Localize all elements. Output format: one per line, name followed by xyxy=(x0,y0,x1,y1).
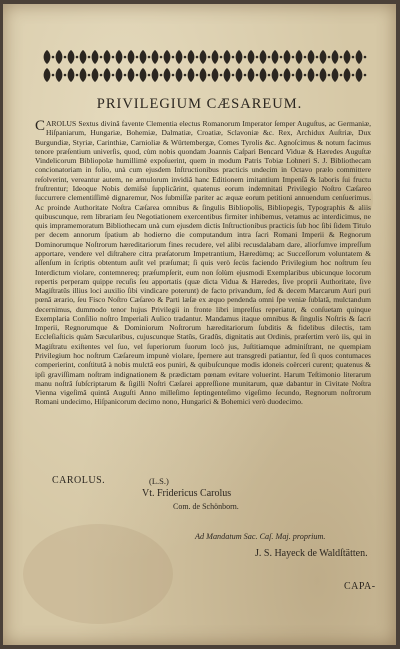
fleuron-icon xyxy=(128,68,135,82)
ornament-dot xyxy=(304,74,307,77)
fleuron-icon xyxy=(224,68,231,82)
ornament-dot xyxy=(352,74,355,77)
ornament-dot xyxy=(232,74,235,77)
fleuron-icon xyxy=(236,68,243,82)
fleuron-icon xyxy=(116,50,123,64)
fleuron-icon xyxy=(68,68,75,82)
fleuron-icon xyxy=(296,68,303,82)
fleuron-icon xyxy=(284,68,291,82)
ornament-dot xyxy=(196,74,199,77)
fleuron-icon xyxy=(80,50,87,64)
fleuron-icon xyxy=(188,50,195,64)
fleuron-icon xyxy=(212,50,219,64)
privilege-body: AROLUS Sextus divinâ favente Clementia electus Romanorum Imperator ſemper Auguſtus, ac Germaniæ, Hiſpaniarum, Hungariæ, Bohemiæ, Dalmatiæ, Croatiæ, Sclavoniæ &c. Rex, Archidux Auſtriæ, Dux Burgundiæ, Styriæ, Carinthiæ, Carnioliæ & Würtembergæ, Comes Tyrolis &c. Agnoſcimus & notum facimus tenore præſentium univerſis, quod, cùm nobis quondam Joannis Caſpari Bencard Viduæ & Hæredes Auguſtæ Vindelicorum Bibliopolæ humillimè expoſuerint, quem in modum Patris Tobiæ Lohneri S. J. Bibliothecam concionatoriam in folio, unà cum ejusdem Inſtructionibus practicis undecim in Octavo prælo committere reſolverint, vereantur autem, ne æmulorum invidiâ hanc Editionem imitantium Impenſâ & laboris ſui fructu fruſtrentur; Ideoque Nobis demiſsè ſupplicârint, quatenus eorum indemnitati Privilegio Noſtro Cæſareo ſuccurrere clementiſſimè dignaremur, Nos ſubmiſſæ pariter ac æquæ eorum petitioni annuendum cenſuerimus. Ac proinde Authoritate Noſtra Cæſarea omnibus & ſingulis Bibliopolis, Bibliopegis, Typographis & aliis quibuscunque, rem librariam ſeu Negotiationem exercentibus firmiter inhibemus, vetamus ac interdicimus, ne quis impramemoratum Bibliothecam unà cum ejusdem dictis Inſtructionibus practicis ſub hoc ſibi ſidem Titulo per decem annorum ſpatium ab hodierno die computandum intra ſacri Romani Imperii & Regnorum Dominorumque Noſtrorum hæreditariorum fines recudere, vel alibi recusdalabam dare, aliorſumve impreſſum apportare, vendere vel diſtrahere citra præſatorum Impetrantium, Hæredùmq; ac Succeſſorum voluntatem & aſſenſum in ſcriptis obtentum auſit vel præſumat; ſi quis verò ſecùs faciendo Privilegium hoc noſtrum ſeu Interdictum violare, contemnereq; præſumpſerit, eum non ſolùm ejusmodi Exemplaribus ubicunque locorum repertis perperam quippe recuſis ſeu apportatis (quæ dicta Vidua & Hæredes, ſive proprii Authoritate, ſive Magiſtratûs illius loci auxilio ſibi vindicare poterunt) de facto privandum, ſed & decem Marcarum Auri puri pœnâ ærario, ſeu Fisco Noſtro Cæſareo & Parti læſæ ex æquo pendenda omni ſpe veniæ ſublatâ, mulctandum decernimus, dummodo tenor hujus Privilegii in fronte libri imprelſus reperiatur, & conſuetam quinque Exemplaria Conſilio noſtro Imperiali Aulico tradantur. Mandamus itaque omnibus & ſingulis Noſtris & ſacri Imperii, Regnorumque & Dominiorum Noſtrorum hæreditariorum ſubditis & fidelibus dilectis, tam Eccleſiaſticis quàm Sæcularibus, cujuscunque Statûs, Gradûs, dignitatis aut Ordinis, præſertim verò iis, qui in Magiſtratu exiſtentes vel ſuo, vel ſuperiorum ſuorum locò jus, Juſtitiamque adminiſtrant, ne quempiam Privilegium hoc noſtrum Cæſareum impunè violare, ſpernere aut transgredi patiantur, ſed ſi quos contumaces comperierint, conſtitutâ à nobis mulctâ eos puniri, & quibuſcunque modis idoneis coërceri curent; quatenus & ipſi graviſſimam noſtram indignationem & prædictam pœnam evitare voluerint. Harum Teſtimonio literarum manu noſtrâ ſubſcriptarum & ſigilli Noſtri Cæſarei appreſſione munitarum, quæ dabantur in Civitate Noſtra Vienna vigeſimâ quintâ Auguſti Anno milleſimo ſeptingenteſimo vigeſimo ſecundo, Regnorum noſtrorum Romani undecimo, Hiſpanicorum decimo nono, Hungarici & Bohemici verò duodecimo. xyxy=(35,119,371,407)
ornament-dot xyxy=(280,74,283,77)
ornament-dot xyxy=(340,74,343,77)
fleuron-icon xyxy=(152,50,159,64)
ornament-dot xyxy=(76,56,79,59)
fleuron-icon xyxy=(200,50,207,64)
paper-stain xyxy=(23,524,173,624)
fleuron-icon xyxy=(296,50,303,64)
drop-initial: C xyxy=(35,118,46,134)
fleuron-icon xyxy=(68,50,75,64)
ornament-dot xyxy=(184,74,187,77)
fleuron-icon xyxy=(104,68,111,82)
mandate-line: Ad Mandatum Sac. Caſ. Maj. proprium. xyxy=(195,532,326,541)
fleuron-icon xyxy=(272,50,279,64)
seal-mark: (L.S.) xyxy=(149,476,169,486)
ornament-dot xyxy=(364,56,367,59)
fleuron-icon xyxy=(260,68,267,82)
fleuron-icon xyxy=(320,50,327,64)
ornament-dot xyxy=(184,56,187,59)
ornament-dot xyxy=(172,56,175,59)
ornament-dot xyxy=(52,74,55,77)
ornament-dot xyxy=(316,74,319,77)
ornament-dot xyxy=(100,56,103,59)
ornament-dot xyxy=(124,56,127,59)
fleuron-icon xyxy=(248,50,255,64)
ornament-dot xyxy=(52,56,55,59)
fleuron-icon xyxy=(284,50,291,64)
ornament-dot xyxy=(268,56,271,59)
ornament-dot xyxy=(220,74,223,77)
fleuron-icon xyxy=(128,50,135,64)
ornament-dot xyxy=(196,56,199,59)
fleuron-icon xyxy=(224,50,231,64)
ornament-dot xyxy=(328,56,331,59)
fleuron-icon xyxy=(260,50,267,64)
fleuron-icon xyxy=(212,68,219,82)
ornament-dot xyxy=(148,56,151,59)
fleuron-icon xyxy=(356,68,363,82)
fleuron-icon xyxy=(56,50,63,64)
ornament-dot xyxy=(316,56,319,59)
fleuron-icon xyxy=(56,68,63,82)
ornament-dot xyxy=(340,56,343,59)
fleuron-icon xyxy=(320,68,327,82)
fleuron-icon xyxy=(92,50,99,64)
fleuron-icon xyxy=(188,68,195,82)
fleuron-icon xyxy=(344,50,351,64)
document-title: PRIVILEGIUM CÆSAREUM. xyxy=(96,96,303,112)
ornament-dot xyxy=(280,56,283,59)
ornament-dot xyxy=(244,74,247,77)
privilege-text xyxy=(35,119,371,407)
ornament-dot xyxy=(364,74,367,77)
ornament-dot xyxy=(256,56,259,59)
ornament-dot xyxy=(136,74,139,77)
ornament-dot xyxy=(112,56,115,59)
secretary-signature: J. S. Hayeck de Waldſtätten. xyxy=(255,548,368,559)
emperor-signature: CAROLUS. xyxy=(52,475,106,486)
fleuron-icon xyxy=(116,68,123,82)
ornament-dot xyxy=(232,56,235,59)
fleuron-icon xyxy=(344,68,351,82)
fleuron-icon xyxy=(176,68,183,82)
fleuron-icon xyxy=(164,68,171,82)
ornament-dot xyxy=(136,56,139,59)
fleuron-icon xyxy=(272,68,279,82)
fleuron-icon xyxy=(332,68,339,82)
ornament-dot xyxy=(148,74,151,77)
fleuron-icon xyxy=(248,68,255,82)
fleuron-icon xyxy=(200,68,207,82)
ornament-dot xyxy=(88,74,91,77)
fleuron-icon xyxy=(44,50,51,64)
fleuron-icon xyxy=(80,68,87,82)
catchword: CAPA- xyxy=(344,581,376,592)
ornament-dot xyxy=(208,56,211,59)
fleuron-icon xyxy=(356,50,363,64)
ornament-dot xyxy=(76,74,79,77)
ornament-dot xyxy=(208,74,211,77)
ornament-dot xyxy=(64,56,67,59)
fleuron-border-icon xyxy=(41,48,371,86)
fleuron-icon xyxy=(332,50,339,64)
fleuron-icon xyxy=(92,68,99,82)
fleuron-icon xyxy=(176,50,183,64)
fleuron-icon xyxy=(164,50,171,64)
ornament-dot xyxy=(304,56,307,59)
fleuron-icon xyxy=(140,68,147,82)
ornament-dot xyxy=(160,74,163,77)
vice-chancellor-name: Vt. Fridericus Carolus xyxy=(142,488,232,499)
fleuron-icon xyxy=(104,50,111,64)
fleuron-icon xyxy=(308,68,315,82)
ornament-dot xyxy=(100,74,103,77)
ornament-dot xyxy=(244,56,247,59)
ornament-dot xyxy=(112,74,115,77)
ornament-dot xyxy=(64,74,67,77)
ornament-dot xyxy=(256,74,259,77)
document-page xyxy=(3,4,396,645)
fleuron-icon xyxy=(140,50,147,64)
ornament-dot xyxy=(124,74,127,77)
fleuron-icon xyxy=(44,68,51,82)
ornament-dot xyxy=(328,74,331,77)
ornament-dot xyxy=(172,74,175,77)
ornament-dot xyxy=(292,74,295,77)
fleuron-icon xyxy=(152,68,159,82)
ornament-dot xyxy=(292,56,295,59)
ornament-dot xyxy=(268,74,271,77)
ornament-dot xyxy=(352,56,355,59)
fleuron-icon xyxy=(236,50,243,64)
ornament-dot xyxy=(220,56,223,59)
ornament-dot xyxy=(88,56,91,59)
ornament-dot xyxy=(160,56,163,59)
fleuron-icon xyxy=(308,50,315,64)
vice-chancellor-title: Com. de Schönborn. xyxy=(173,502,239,511)
